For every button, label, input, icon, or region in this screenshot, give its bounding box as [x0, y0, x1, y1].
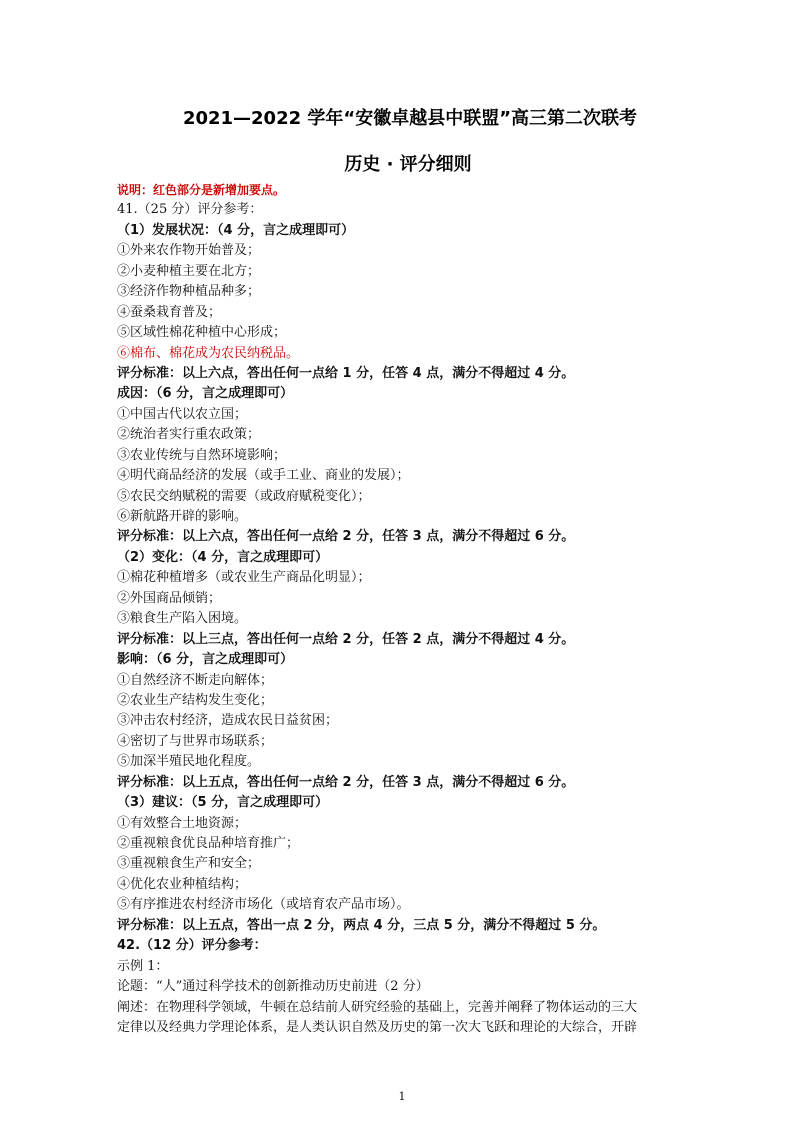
text-line: ⑥新航路开辟的影响。 — [117, 509, 248, 524]
text-line: ①有效整合土地资源； — [117, 815, 248, 831]
text-line: ②小麦种植主要在北方； — [117, 263, 261, 279]
text-line: 评分标准：以上六点，答出任何一点给 2 分，任答 3 点，满分不得超过 6 分。 — [117, 529, 575, 545]
text-line: ④密切了与世界市场联系； — [117, 733, 274, 749]
text-line: 影响：（6 分，言之成理即可） — [117, 652, 294, 668]
text-line: ⑥棉布、棉花成为农民纳税品。 — [117, 345, 300, 361]
text-line: 42.（12 分）评分参考： — [117, 938, 267, 954]
text-line: 41.（25 分）评分参考： — [117, 202, 263, 218]
text-line: ④明代商品经济的发展（或手工业、商业的发展）； — [117, 468, 410, 484]
text-line: （2）变化：（4 分，言之成理即可） — [117, 549, 329, 565]
text-line: ③重视粮食生产和安全； — [117, 856, 261, 872]
text-line: 成因：（6 分，言之成理即可） — [117, 386, 294, 402]
page-number: 1 — [398, 1090, 406, 1103]
text-line: ①中国古代以农立国； — [117, 406, 248, 422]
text-line: 评分标准：以上五点，答出一点 2 分，两点 4 分，三点 5 分，满分不得超过 5 分。 — [117, 917, 606, 933]
text-line: ②农业生产结构发生变化； — [117, 692, 274, 708]
text-line: 定律以及经典力学理论体系，是人类认识自然及历史的第一次大飞跃和理论的大综合，开辟 — [117, 1019, 638, 1035]
text-line: ⑤区域性棉花种植中心形成； — [117, 325, 287, 341]
text-line: 评分标准：以上三点，答出任何一点给 2 分，任答 2 点，满分不得超过 4 分。 — [117, 631, 575, 647]
text-line: 阐述：在物理科学领域，牛顿在总结前人研究经验的基础上，完善并阐释了物体运动的三大 — [117, 999, 638, 1015]
text-line: ①自然经济不断走向解体； — [117, 672, 274, 688]
text-line: ⑤农民交纳赋税的需要（或政府赋税变化）； — [117, 488, 371, 504]
text-line: ④蚕桑栽育普及； — [117, 304, 222, 320]
text-line: （1）发展状况：（4 分，言之成理即可） — [117, 222, 355, 238]
text-line: ③农业传统与自然环境影响； — [117, 447, 287, 463]
text-line: ②重视粮食优良品种培育推广； — [117, 836, 300, 851]
text-line: ⑤加深半殖民地化程度。 — [117, 754, 261, 770]
text-line: （3）建议：（5 分，言之成理即可） — [117, 795, 329, 811]
text-line: ④优化农业种植结构； — [117, 876, 248, 892]
document-body — [117, 180, 677, 1038]
text-line: ①棉花种植增多（或农业生产商品化明显）； — [117, 570, 371, 586]
text-line: ③经济作物种植品种多； — [117, 284, 261, 300]
text-line: 说明：红色部分是新增加要点。 — [117, 183, 286, 197]
document-subtitle: 历史 · 评分细则 — [344, 154, 472, 175]
text-line: ⑤有序推进农村经济市场化（或培育农产品市场）。 — [117, 897, 410, 913]
document-title: 2021—2022 学年“安徽卓越县中联盟”高三第二次联考 — [182, 108, 638, 129]
text-line: 论题：“人”通过科学技术的创新推动历史前进（2 分） — [117, 979, 429, 995]
text-line: 评分标准：以上五点，答出任何一点给 2 分，任答 3 点，满分不得超过 6 分。 — [117, 774, 575, 790]
text-line: ②外国商品倾销； — [117, 590, 222, 606]
text-line: ③冲击农村经济，造成农民日益贫困； — [117, 713, 339, 729]
text-line: 示例 1： — [117, 958, 169, 974]
text-line: ③粮食生产陷入困境。 — [117, 611, 248, 627]
text-line: ①外来农作物开始普及； — [117, 243, 261, 259]
text-line: ②统治者实行重农政策； — [117, 427, 261, 443]
text-line: 评分标准：以上六点，答出任何一点给 1 分，任答 4 点，满分不得超过 4 分。 — [117, 365, 575, 381]
